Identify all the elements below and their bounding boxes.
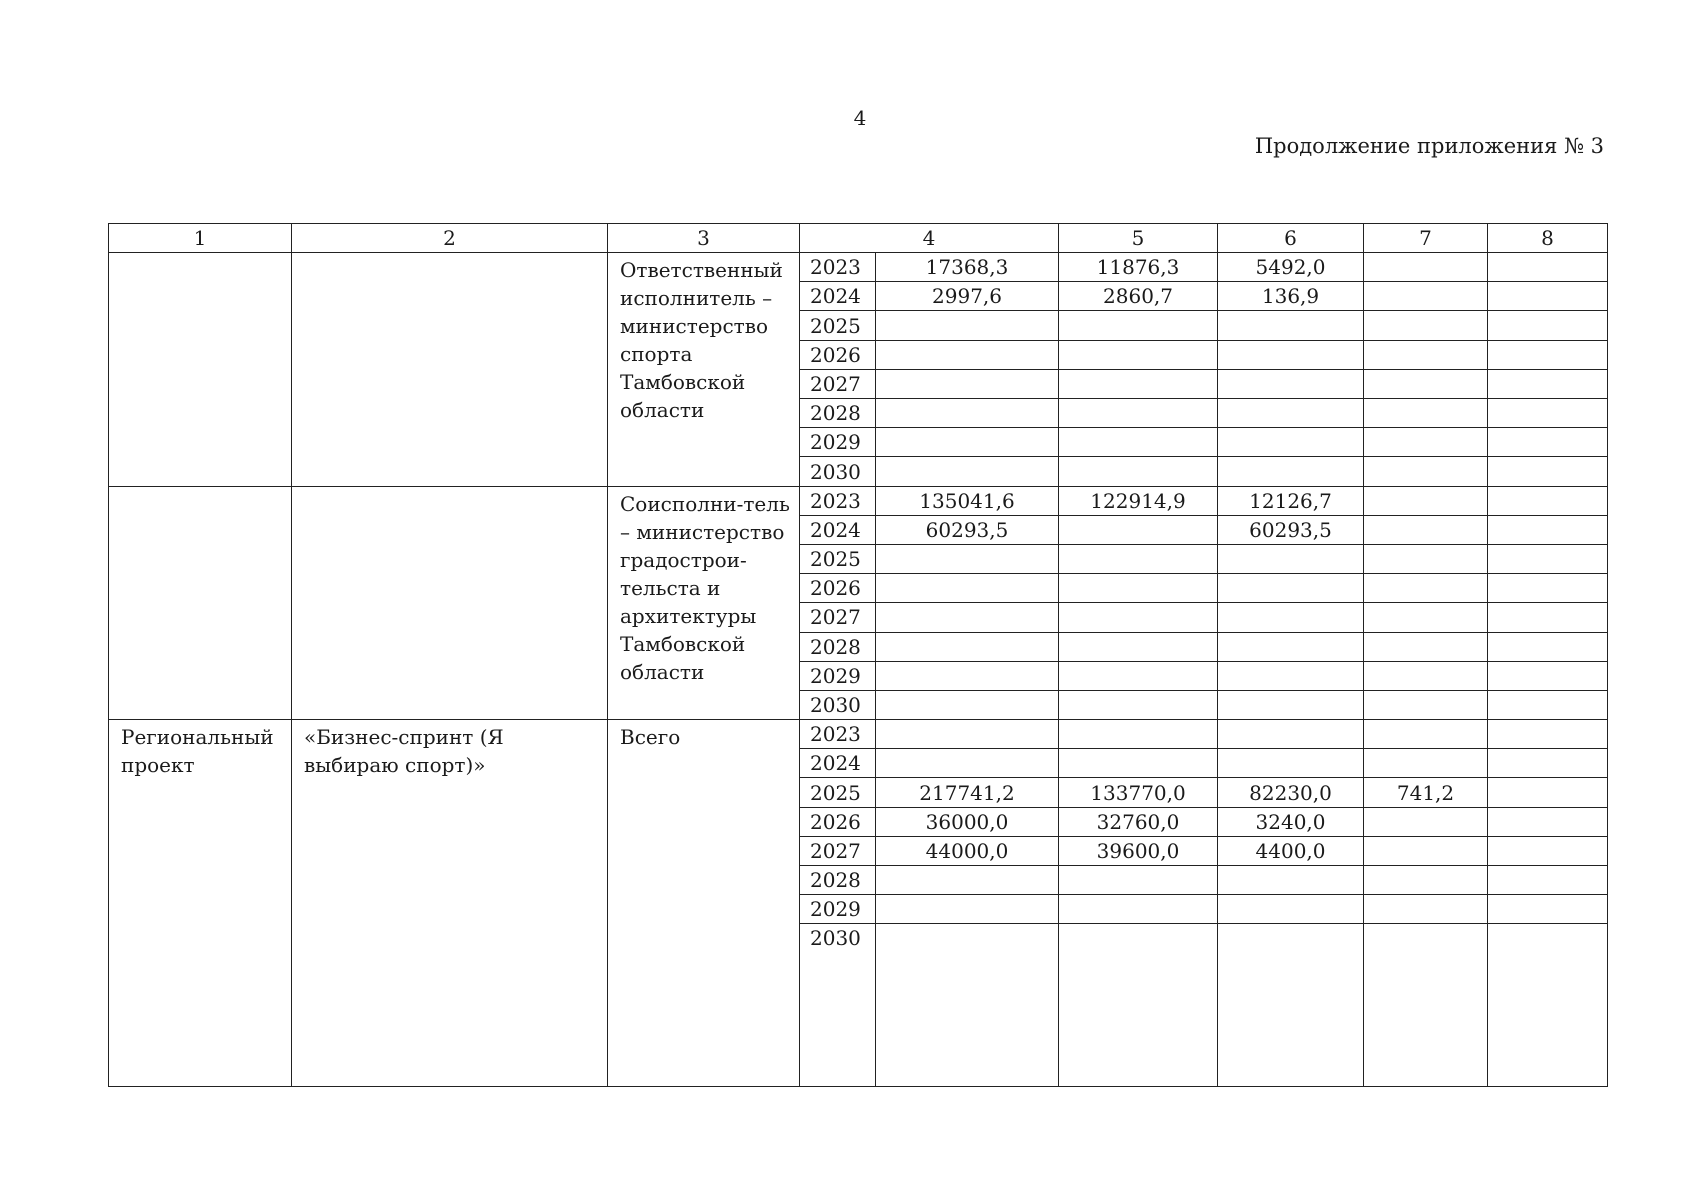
header-cell-3: 3: [608, 224, 800, 253]
table-row: [109, 486, 1608, 515]
amount-cell-8: [1488, 632, 1608, 661]
year-cell: 2028: [800, 866, 876, 895]
amount-cell-4: 217741,2: [876, 778, 1059, 807]
amount-cell-6: 5492,0: [1218, 253, 1364, 282]
year-cell: 2030: [800, 690, 876, 719]
amount-cell-4: [876, 895, 1059, 924]
amount-cell-7: [1364, 369, 1488, 398]
amount-cell-7: [1364, 836, 1488, 865]
amount-cell-5: [1059, 690, 1218, 719]
amount-cell-6: [1218, 690, 1364, 719]
year-cell: 2027: [800, 836, 876, 865]
amount-cell-6: [1218, 544, 1364, 573]
row-name-cell: «Бизнес-спринт (Я выбираю спорт)»: [292, 720, 608, 1087]
amount-cell-4: [876, 369, 1059, 398]
amount-cell-7: [1364, 603, 1488, 632]
amount-cell-4: 60293,5: [876, 515, 1059, 544]
amount-cell-8: [1488, 924, 1608, 1087]
amount-cell-4: 17368,3: [876, 253, 1059, 282]
amount-cell-5: [1059, 720, 1218, 749]
year-cell: 2026: [800, 340, 876, 369]
amount-cell-4: [876, 574, 1059, 603]
year-cell: 2029: [800, 428, 876, 457]
amount-cell-4: [876, 457, 1059, 486]
year-cell: 2024: [800, 749, 876, 778]
amount-cell-6: [1218, 924, 1364, 1087]
amount-cell-6: [1218, 428, 1364, 457]
amount-cell-6: [1218, 661, 1364, 690]
amount-cell-8: [1488, 778, 1608, 807]
amount-cell-7: [1364, 924, 1488, 1087]
year-cell: 2025: [800, 778, 876, 807]
amount-cell-5: 39600,0: [1059, 836, 1218, 865]
amount-cell-8: [1488, 399, 1608, 428]
header-cell-8: 8: [1488, 224, 1608, 253]
amount-cell-8: [1488, 428, 1608, 457]
amount-cell-8: [1488, 486, 1608, 515]
row-type-cell: [109, 253, 292, 487]
row-responsible-cell: Ответственный исполнитель – министерство спорта Тамбовской области: [608, 253, 800, 487]
amount-cell-7: [1364, 661, 1488, 690]
amount-cell-8: [1488, 369, 1608, 398]
amount-cell-5: 11876,3: [1059, 253, 1218, 282]
amount-cell-8: [1488, 895, 1608, 924]
amount-cell-7: [1364, 574, 1488, 603]
amount-cell-6: [1218, 603, 1364, 632]
amount-cell-8: [1488, 253, 1608, 282]
year-cell: 2028: [800, 399, 876, 428]
amount-cell-8: [1488, 720, 1608, 749]
year-cell: 2029: [800, 895, 876, 924]
year-cell: 2026: [800, 574, 876, 603]
header-cell-4: 4: [800, 224, 1059, 253]
funding-table-body: [109, 224, 1608, 1087]
amount-cell-6: 136,9: [1218, 282, 1364, 311]
year-cell: 2023: [800, 720, 876, 749]
amount-cell-4: [876, 428, 1059, 457]
amount-cell-7: [1364, 807, 1488, 836]
amount-cell-4: [876, 690, 1059, 719]
amount-cell-4: [876, 340, 1059, 369]
year-cell: 2023: [800, 253, 876, 282]
amount-cell-5: [1059, 866, 1218, 895]
amount-cell-8: [1488, 690, 1608, 719]
amount-cell-8: [1488, 836, 1608, 865]
amount-cell-6: [1218, 574, 1364, 603]
year-cell: 2027: [800, 603, 876, 632]
amount-cell-5: 32760,0: [1059, 807, 1218, 836]
amount-cell-5: [1059, 895, 1218, 924]
amount-cell-4: 44000,0: [876, 836, 1059, 865]
amount-cell-4: [876, 544, 1059, 573]
row-responsible-cell: Соисполни-тель – министерство градострои-тельста и архитектуры Тамбовской области: [608, 486, 800, 720]
funding-table: [108, 223, 1608, 1087]
amount-cell-7: [1364, 515, 1488, 544]
amount-cell-6: 3240,0: [1218, 807, 1364, 836]
amount-cell-6: [1218, 399, 1364, 428]
amount-cell-6: [1218, 895, 1364, 924]
amount-cell-5: [1059, 311, 1218, 340]
amount-cell-8: [1488, 866, 1608, 895]
amount-cell-7: [1364, 282, 1488, 311]
amount-cell-8: [1488, 282, 1608, 311]
amount-cell-6: [1218, 311, 1364, 340]
amount-cell-8: [1488, 457, 1608, 486]
amount-cell-5: 122914,9: [1059, 486, 1218, 515]
amount-cell-8: [1488, 515, 1608, 544]
header-cell-2: 2: [292, 224, 608, 253]
row-responsible-cell: Всего: [608, 720, 800, 1087]
amount-cell-7: [1364, 690, 1488, 719]
amount-cell-8: [1488, 574, 1608, 603]
amount-cell-5: 133770,0: [1059, 778, 1218, 807]
amount-cell-4: [876, 720, 1059, 749]
amount-cell-7: [1364, 253, 1488, 282]
amount-cell-7: [1364, 399, 1488, 428]
amount-cell-4: [876, 749, 1059, 778]
amount-cell-7: [1364, 486, 1488, 515]
amount-cell-5: [1059, 544, 1218, 573]
amount-cell-4: [876, 311, 1059, 340]
row-type-cell: [109, 486, 292, 720]
amount-cell-7: [1364, 749, 1488, 778]
year-cell: 2028: [800, 632, 876, 661]
year-cell: 2030: [800, 924, 876, 1087]
amount-cell-5: [1059, 924, 1218, 1087]
amount-cell-6: [1218, 369, 1364, 398]
amount-cell-4: 135041,6: [876, 486, 1059, 515]
row-name-cell: [292, 253, 608, 487]
amount-cell-8: [1488, 661, 1608, 690]
amount-cell-4: [876, 866, 1059, 895]
amount-cell-8: [1488, 340, 1608, 369]
amount-cell-7: [1364, 866, 1488, 895]
amount-cell-4: 2997,6: [876, 282, 1059, 311]
year-cell: 2025: [800, 311, 876, 340]
year-cell: 2027: [800, 369, 876, 398]
amount-cell-7: 741,2: [1364, 778, 1488, 807]
amount-cell-7: [1364, 457, 1488, 486]
amount-cell-5: [1059, 457, 1218, 486]
page-number: 4: [853, 106, 867, 130]
amount-cell-7: [1364, 428, 1488, 457]
amount-cell-6: [1218, 749, 1364, 778]
amount-cell-5: [1059, 399, 1218, 428]
year-cell: 2024: [800, 282, 876, 311]
amount-cell-5: 2860,7: [1059, 282, 1218, 311]
amount-cell-5: [1059, 428, 1218, 457]
amount-cell-6: [1218, 457, 1364, 486]
row-type-cell: Региональный проект: [109, 720, 292, 1087]
amount-cell-7: [1364, 544, 1488, 573]
amount-cell-4: [876, 924, 1059, 1087]
table-row: [109, 253, 1608, 282]
amount-cell-5: [1059, 369, 1218, 398]
year-cell: 2025: [800, 544, 876, 573]
amount-cell-5: [1059, 661, 1218, 690]
amount-cell-8: [1488, 807, 1608, 836]
amount-cell-8: [1488, 749, 1608, 778]
header-cell-7: 7: [1364, 224, 1488, 253]
amount-cell-7: [1364, 632, 1488, 661]
amount-cell-6: [1218, 720, 1364, 749]
amount-cell-6: 60293,5: [1218, 515, 1364, 544]
amount-cell-7: [1364, 311, 1488, 340]
amount-cell-4: 36000,0: [876, 807, 1059, 836]
amount-cell-5: [1059, 603, 1218, 632]
header-cell-6: 6: [1218, 224, 1364, 253]
row-name-cell: [292, 486, 608, 720]
amount-cell-4: [876, 399, 1059, 428]
amount-cell-8: [1488, 544, 1608, 573]
amount-cell-4: [876, 661, 1059, 690]
amount-cell-6: [1218, 866, 1364, 895]
amount-cell-7: [1364, 340, 1488, 369]
amount-cell-6: 12126,7: [1218, 486, 1364, 515]
amount-cell-6: [1218, 632, 1364, 661]
year-cell: 2026: [800, 807, 876, 836]
amount-cell-4: [876, 603, 1059, 632]
amount-cell-7: [1364, 720, 1488, 749]
amount-cell-6: [1218, 340, 1364, 369]
amount-cell-6: 82230,0: [1218, 778, 1364, 807]
amount-cell-5: [1059, 574, 1218, 603]
year-cell: 2029: [800, 661, 876, 690]
amount-cell-4: [876, 632, 1059, 661]
header-row: [109, 224, 1608, 253]
amount-cell-5: [1059, 340, 1218, 369]
appendix-continuation-note: Продолжение приложения № 3: [1254, 134, 1604, 158]
amount-cell-5: [1059, 632, 1218, 661]
amount-cell-5: [1059, 515, 1218, 544]
amount-cell-8: [1488, 311, 1608, 340]
amount-cell-7: [1364, 895, 1488, 924]
year-cell: 2024: [800, 515, 876, 544]
header-cell-1: 1: [109, 224, 292, 253]
year-cell: 2023: [800, 486, 876, 515]
amount-cell-5: [1059, 749, 1218, 778]
header-cell-5: 5: [1059, 224, 1218, 253]
table-row: [109, 720, 1608, 749]
amount-cell-6: 4400,0: [1218, 836, 1364, 865]
year-cell: 2030: [800, 457, 876, 486]
amount-cell-8: [1488, 603, 1608, 632]
